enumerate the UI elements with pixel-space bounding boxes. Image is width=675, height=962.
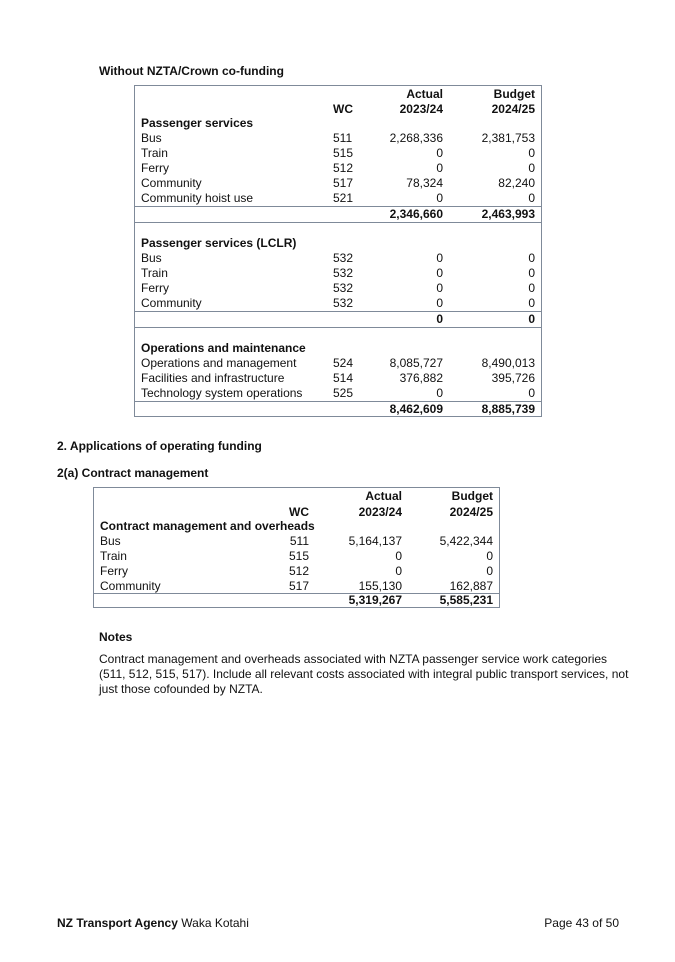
row-budget: 0: [528, 296, 535, 310]
group-title-text: Passenger services (LCLR): [141, 236, 297, 250]
table-header-row-1: [135, 87, 541, 102]
divider: [135, 327, 541, 328]
table-row: [135, 356, 541, 371]
row-label: Community: [100, 579, 161, 593]
row-actual: 0: [436, 296, 443, 310]
table-row: [94, 564, 499, 579]
row-label: Train: [100, 549, 127, 563]
row-wc: 515: [288, 549, 309, 563]
row-budget: 0: [486, 564, 493, 578]
section-subheading: 2(a) Contract management: [57, 466, 209, 480]
table-row: [135, 371, 541, 386]
table-row: [135, 251, 541, 266]
row-label: Train: [141, 266, 168, 280]
row-label: Community: [141, 176, 202, 190]
group-title-text: Passenger services: [141, 116, 254, 130]
page-number: Page 43 of 50: [544, 916, 619, 930]
total-budget: 5,585,231: [439, 593, 493, 607]
row-budget: 5,422,344: [439, 534, 493, 548]
table-header-row-1: [94, 489, 499, 504]
row-actual: 5,164,137: [348, 534, 402, 548]
row-wc: 517: [333, 176, 354, 190]
table-row: [135, 386, 541, 401]
row-wc: 532: [333, 296, 354, 310]
row-wc: 514: [333, 371, 354, 385]
row-wc: 532: [333, 266, 354, 280]
row-actual: 8,085,727: [389, 356, 443, 370]
row-actual: 376,882: [399, 371, 443, 385]
row-wc: 515: [333, 146, 354, 160]
total-row: [135, 312, 541, 327]
row-wc: 532: [333, 281, 354, 295]
total-budget: 2,463,993: [481, 207, 535, 221]
row-wc: 525: [333, 386, 354, 400]
group-title: [94, 519, 499, 534]
row-budget: 8,490,013: [481, 356, 535, 370]
notes-line: just those cofounded by NZTA.: [99, 682, 263, 696]
col-wc-header: WC: [289, 505, 309, 519]
row-budget: 2,381,753: [481, 131, 535, 145]
table-row: [135, 266, 541, 281]
row-actual: 0: [395, 564, 402, 578]
row-wc: 517: [288, 579, 309, 593]
footer-org-rest: Waka Kotahi: [181, 916, 249, 930]
row-label: Community: [141, 296, 202, 310]
row-label: Technology system operations: [141, 386, 303, 400]
table-row: [135, 161, 541, 176]
row-actual: 0: [436, 146, 443, 160]
section-heading: 2. Applications of operating funding: [57, 439, 262, 453]
row-label: Ferry: [141, 161, 169, 175]
contract-table: [93, 487, 500, 608]
col-actual-year: 2023/24: [399, 102, 443, 116]
col-budget-header: Budget: [451, 489, 493, 503]
total-actual: 2,346,660: [389, 207, 443, 221]
row-label: Community hoist use: [141, 191, 254, 205]
group-title-text: Operations and maintenance: [141, 341, 306, 355]
row-actual: 155,130: [358, 579, 402, 593]
row-actual: 78,324: [406, 176, 443, 190]
row-actual: 0: [436, 191, 443, 205]
table-row: [135, 176, 541, 191]
divider: [135, 222, 541, 223]
total-budget: 8,885,739: [481, 402, 535, 416]
row-actual: 0: [436, 266, 443, 280]
row-wc: 511: [333, 131, 353, 145]
table-row: [135, 296, 541, 311]
funding-table: [134, 85, 542, 417]
table-row: [135, 281, 541, 296]
row-wc: 512: [333, 161, 354, 175]
col-budget-year: 2024/25: [449, 505, 493, 519]
row-label: Ferry: [100, 564, 128, 578]
notes-body: [99, 652, 639, 697]
col-wc-header: WC: [333, 102, 353, 116]
group-title: [135, 341, 541, 356]
footer-org-bold: NZ Transport Agency: [57, 916, 178, 930]
row-label: Bus: [100, 534, 121, 548]
total-row: [135, 207, 541, 222]
total-budget: 0: [528, 312, 535, 326]
group-title: [135, 236, 541, 251]
table-row: [135, 146, 541, 161]
total-row: [135, 402, 541, 417]
row-budget: 0: [528, 161, 535, 175]
table-row: [94, 549, 499, 564]
col-actual-year: 2023/24: [358, 505, 402, 519]
table-row: [135, 191, 541, 206]
row-budget: 0: [528, 266, 535, 280]
row-wc: 524: [333, 356, 354, 370]
row-budget: 0: [528, 281, 535, 295]
group-title-text: Contract management and overheads: [100, 519, 315, 533]
row-wc: 532: [333, 251, 354, 265]
row-wc: 511: [289, 534, 309, 548]
row-budget: 0: [528, 251, 535, 265]
col-budget-header: Budget: [493, 87, 535, 101]
row-wc: 521: [333, 191, 354, 205]
total-actual: 0: [436, 312, 443, 326]
table-header-row-2: [94, 505, 499, 520]
row-label: Operations and management: [141, 356, 297, 370]
table-row: [94, 534, 499, 549]
row-budget: 0: [528, 386, 535, 400]
row-budget: 82,240: [498, 176, 535, 190]
row-label: Bus: [141, 131, 162, 145]
section-title: Without NZTA/Crown co-funding: [99, 64, 284, 78]
col-budget-year: 2024/25: [491, 102, 535, 116]
total-actual: 8,462,609: [389, 402, 443, 416]
footer-org: [57, 916, 249, 930]
row-budget: 0: [486, 549, 493, 563]
row-budget: 395,726: [491, 371, 535, 385]
row-actual: 0: [436, 281, 443, 295]
group-title: [135, 116, 541, 131]
row-budget: 0: [528, 191, 535, 205]
row-label: Train: [141, 146, 168, 160]
row-label: Ferry: [141, 281, 169, 295]
table-header-row-2: [135, 102, 541, 117]
col-actual-header: Actual: [406, 87, 443, 101]
notes-title: Notes: [99, 630, 133, 644]
row-label: Bus: [141, 251, 162, 265]
row-budget: 162,887: [449, 579, 493, 593]
row-actual: 0: [395, 549, 402, 563]
row-label: Facilities and infrastructure: [141, 371, 285, 385]
row-budget: 0: [528, 146, 535, 160]
total-row: [94, 593, 499, 608]
row-actual: 0: [436, 161, 443, 175]
row-wc: 512: [288, 564, 309, 578]
notes-line: Contract management and overheads associated with NZTA passenger service work categories: [99, 652, 608, 666]
total-actual: 5,319,267: [348, 593, 402, 607]
row-actual: 0: [436, 251, 443, 265]
notes-line: (511, 512, 515, 517). Include all relevant costs associated with integral public transport services, not: [99, 667, 629, 681]
col-actual-header: Actual: [365, 489, 402, 503]
table-row: [135, 131, 541, 146]
table-row: [94, 579, 499, 594]
row-actual: 0: [436, 386, 443, 400]
row-actual: 2,268,336: [389, 131, 443, 145]
